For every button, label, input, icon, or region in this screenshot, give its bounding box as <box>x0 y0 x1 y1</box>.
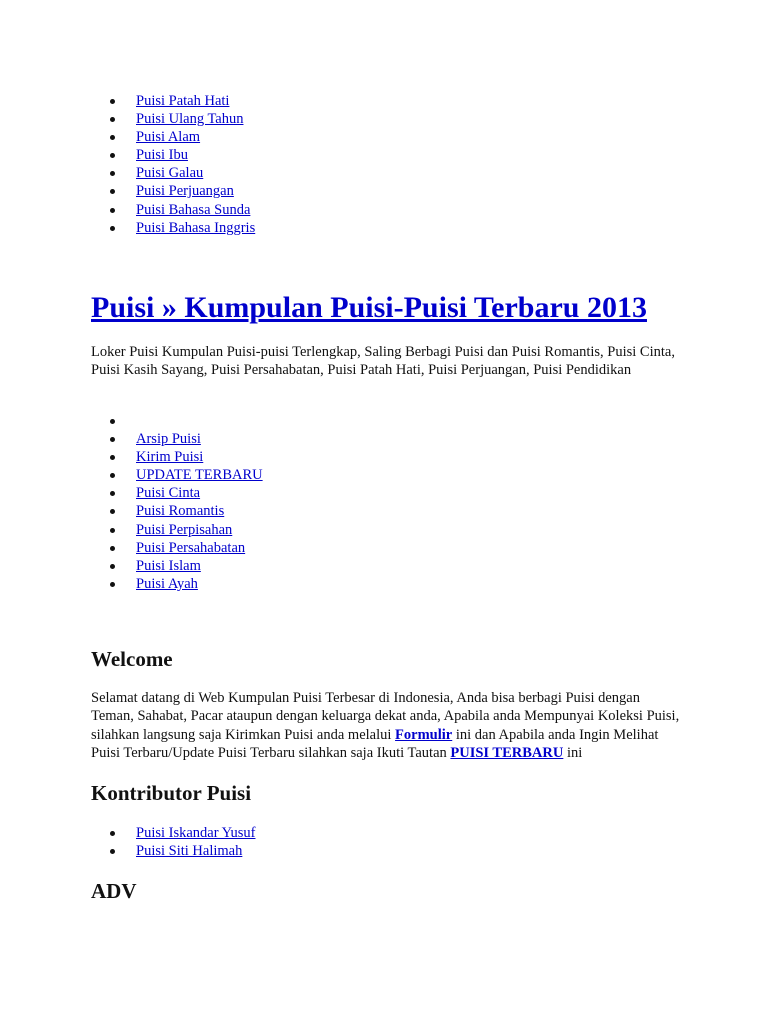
list-item <box>110 502 263 520</box>
welcome-heading: Welcome <box>91 647 173 671</box>
kontributor-heading: Kontributor Puisi <box>91 781 252 805</box>
site-description: Loker Puisi Kumpulan Puisi-puisi Terlengkap, Saling Berbagi Puisi dan Puisi Romantis, Puisi Cinta, Puisi Kasih Sayang, Puisi Persahabatan, Puisi Patah Hati, Puisi Perjuangan, Puisi Pendidikan <box>91 344 675 379</box>
list-item-empty <box>110 412 263 430</box>
bullet-icon <box>110 528 115 533</box>
nav-link-puisi-bahasa-inggris[interactable]: Puisi Bahasa Inggris <box>136 219 256 236</box>
bullet-icon <box>110 189 115 194</box>
top-nav-list <box>110 92 255 237</box>
bullet-icon <box>110 99 115 104</box>
bullet-icon <box>110 491 115 496</box>
list-item <box>110 146 255 164</box>
list-item <box>110 557 263 575</box>
list-item <box>110 842 255 860</box>
nav-link-kirim-puisi[interactable]: Kirim Puisi <box>136 449 204 466</box>
welcome-text-part-1: Selamat datang di Web Kumpulan Puisi Terbesar di Indonesia, Anda bisa berbagi Puisi dengan Teman, Sahabat, Pacar ataupun dengan keluarga dekat anda, Apabila anda Mempunyai Koleksi Puisi, silahkan langsung saja Kirimkan Puisi anda melalui <box>91 690 680 743</box>
bullet-icon <box>110 117 115 122</box>
section-nav-list <box>110 412 263 593</box>
welcome-paragraph <box>91 689 681 762</box>
list-item <box>110 466 263 484</box>
list-item <box>110 219 255 237</box>
nav-link-puisi-bahasa-sunda[interactable]: Puisi Bahasa Sunda <box>136 201 251 218</box>
bullet-icon <box>110 473 115 478</box>
list-item <box>110 128 255 146</box>
contributor-link-iskandar-yusuf[interactable]: Puisi Iskandar Yusuf <box>136 825 256 841</box>
adv-heading: ADV <box>91 879 137 903</box>
nav-link-puisi-romantis[interactable]: Puisi Romantis <box>136 503 225 520</box>
bullet-icon <box>110 153 115 158</box>
nav-link-puisi-alam[interactable]: Puisi Alam <box>136 129 201 146</box>
welcome-text-part-3: ini <box>563 744 583 761</box>
bullet-icon <box>110 171 115 176</box>
contributor-link-siti-halimah[interactable]: Puisi Siti Halimah <box>136 843 243 860</box>
welcome-text-part-2: ini dan Apabila anda Ingin Melihat Puisi Terbaru/Update Puisi Terbaru silahkan saja Ikuti Tautan <box>91 726 659 761</box>
list-item <box>110 182 255 200</box>
formulir-link[interactable]: Formulir <box>395 726 453 743</box>
bullet-icon <box>110 226 115 231</box>
nav-link-puisi-patah-hati[interactable]: Puisi Patah Hati <box>136 93 230 109</box>
bullet-icon <box>110 564 115 569</box>
nav-link-puisi-ulang-tahun[interactable]: Puisi Ulang Tahun <box>136 111 244 128</box>
nav-link-update-terbaru[interactable]: UPDATE TERBARU <box>136 467 263 484</box>
list-item <box>110 521 263 539</box>
contributor-list <box>110 824 255 860</box>
bullet-icon <box>110 509 115 514</box>
list-item <box>110 110 255 128</box>
bullet-icon <box>110 455 115 460</box>
nav-link-puisi-perjuangan[interactable]: Puisi Perjuangan <box>136 183 234 200</box>
list-item <box>110 164 255 182</box>
bullet-icon <box>110 546 115 551</box>
nav-link-puisi-persahabatan[interactable]: Puisi Persahabatan <box>136 539 246 556</box>
list-item <box>110 92 255 110</box>
site-title-link[interactable]: Puisi » Kumpulan Puisi-Puisi Terbaru 2013 <box>91 291 647 324</box>
nav-link-puisi-cinta[interactable]: Puisi Cinta <box>136 485 201 502</box>
nav-link-puisi-islam[interactable]: Puisi Islam <box>136 557 201 574</box>
nav-link-puisi-ibu[interactable]: Puisi Ibu <box>136 147 188 164</box>
list-item <box>110 575 263 593</box>
nav-link-puisi-galau[interactable]: Puisi Galau <box>136 165 204 182</box>
puisi-terbaru-link[interactable]: PUISI TERBARU <box>450 744 564 761</box>
page-title <box>91 286 647 330</box>
bullet-icon <box>110 208 115 213</box>
nav-link-puisi-perpisahan[interactable]: Puisi Perpisahan <box>136 521 233 538</box>
list-item <box>110 824 255 842</box>
nav-link-puisi-ayah[interactable]: Puisi Ayah <box>136 575 198 592</box>
list-item <box>110 201 255 219</box>
list-item <box>110 539 263 557</box>
bullet-icon <box>110 437 115 442</box>
bullet-icon <box>110 849 115 854</box>
bullet-icon <box>110 582 115 587</box>
nav-link-arsip-puisi[interactable]: Arsip Puisi <box>136 431 201 448</box>
list-item <box>110 430 263 448</box>
bullet-icon <box>110 831 115 836</box>
bullet-icon <box>110 419 115 424</box>
bullet-icon <box>110 135 115 140</box>
list-item <box>110 484 263 502</box>
list-item <box>110 448 263 466</box>
